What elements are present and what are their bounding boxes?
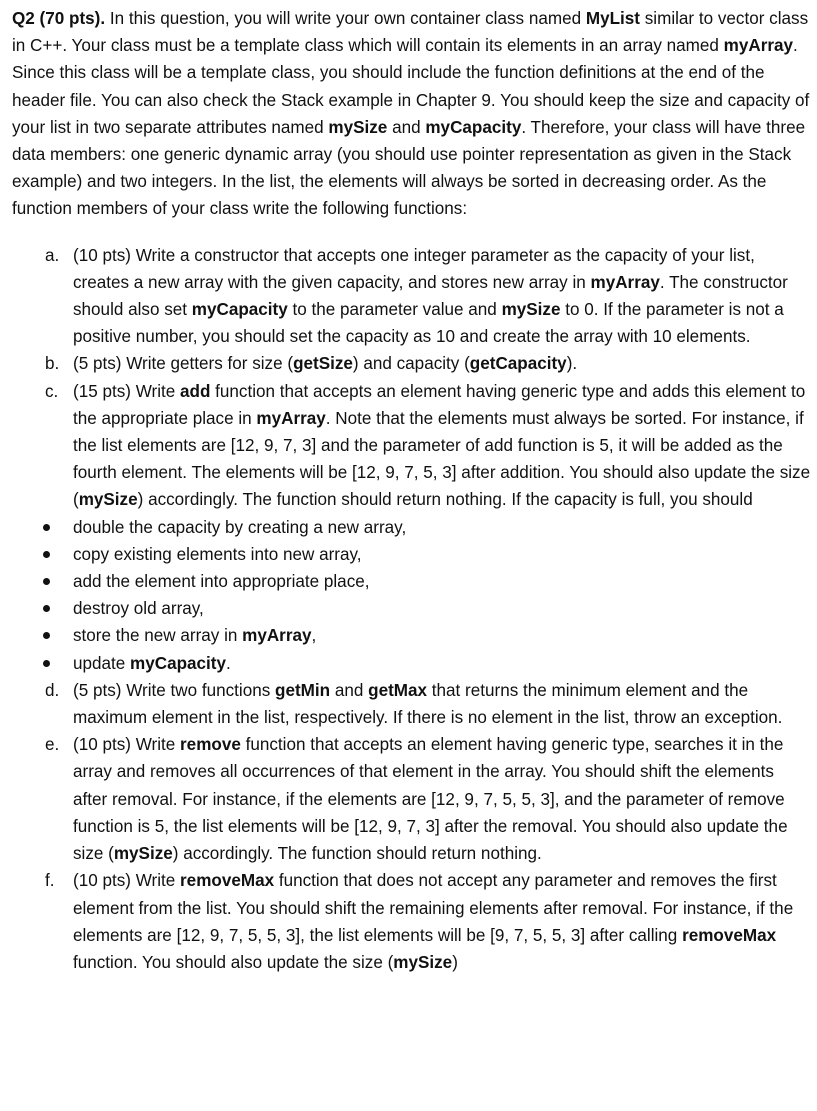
text-run: ) and capacity ( — [352, 354, 470, 374]
subquestion-marker: d. — [45, 680, 60, 700]
text-run: . The constructor should also set — [73, 272, 788, 320]
text-run: double the capacity by creating a new array, — [73, 517, 407, 537]
text-run: to 0. If the parameter is not a positive number, you should set the capacity as 10 and create the array with 10 elements. — [73, 300, 784, 347]
subquestion-text — [73, 242, 812, 351]
question-intro — [12, 5, 812, 223]
bold-term: getSize — [293, 354, 353, 374]
subquestion-marker: a. — [45, 245, 60, 265]
bold-term: myArray — [590, 272, 660, 292]
bullet-item — [12, 541, 812, 568]
text-run: function. You should also update the size ( — [73, 952, 394, 972]
bold-term: MyList — [585, 9, 640, 28]
bold-term: Q2 (70 pts). — [12, 9, 106, 28]
question-document — [12, 5, 812, 976]
bullet-list — [12, 514, 812, 677]
text-run: function that accepts an element having generic type, searches it in the array and removes all occurrences of that element in the array. You should shift the elements after removal. For instance, if the elements are [12, 9, 7, 5, 5, 3], and the parameter of remove function is 5, the list elements will be [12, 9, 7, 3] after the removal. You should also update the size ( — [73, 735, 788, 864]
subquestion-text — [73, 677, 812, 731]
subquestion-marker: c. — [45, 381, 59, 401]
text-run: In this question, you will write your own container class named — [105, 9, 586, 28]
bold-term: removeMax — [682, 925, 777, 945]
subquestion-marker: b. — [45, 354, 60, 374]
bullet-dot-icon — [43, 605, 50, 612]
bullet-dot-icon — [43, 524, 50, 531]
text-run: copy existing elements into new array, — [73, 544, 362, 564]
text-run: . Therefore, your class will have three data members: one generic dynamic array (you should use pointer representation as given in the Stack example) and two integers. In the list, the elements will always be sorted in decreasing order. As the function members of your class write the following functions: — [12, 117, 806, 219]
text-run: (15 pts) Write — [73, 381, 181, 401]
bold-term: myArray — [723, 36, 794, 56]
bold-term: mySize — [501, 300, 561, 320]
bold-term: mySize — [328, 117, 388, 137]
subquestion-list — [12, 242, 812, 976]
text-run: that returns the minimum element and the maximum element in the list, respectively. If there is no element in the list, throw an exception. — [73, 680, 783, 728]
bold-term: mySize — [393, 952, 453, 972]
subquestion-text — [73, 378, 812, 514]
text-run: destroy old array, — [73, 599, 204, 619]
subquestion-marker: e. — [45, 735, 60, 755]
bold-term: add — [180, 381, 211, 401]
bold-term: removeMax — [180, 871, 275, 891]
bullet-dot-icon — [43, 660, 50, 667]
text-run: and — [330, 680, 369, 700]
bold-term: myArray — [242, 626, 312, 646]
bullet-item — [12, 650, 812, 677]
bullet-dot-icon — [43, 551, 50, 558]
text-run: (5 pts) Write getters for size ( — [73, 354, 294, 374]
subquestion-item — [12, 242, 812, 351]
subquestion-item — [12, 350, 812, 377]
text-run: similar to vector class in C++. Your class must be a template class which will contain its elements in an array named — [12, 9, 809, 56]
text-run: ). — [566, 354, 578, 374]
bullet-item — [12, 568, 812, 595]
bullet-dot-icon — [43, 632, 50, 639]
text-run: to the parameter value and — [287, 300, 502, 320]
text-run: add the element into appropriate place, — [73, 572, 370, 592]
bold-term: getMin — [275, 680, 331, 700]
subquestion-item — [12, 867, 812, 976]
text-run: function that accepts an element having generic type and adds this element to the appropriate place in — [73, 381, 806, 428]
text-run: store the new array in — [73, 626, 243, 646]
bold-term: myCapacity — [191, 300, 288, 320]
text-run: function that does not accept any parameter and removes the first element from the list. You should shift the remaining elements after removal. For instance, if the elements are [12, 9, 7, 5, 5, 3], the list elements will be [9, 7, 5, 5, 3] after calling — [73, 871, 794, 945]
bold-term: remove — [180, 735, 241, 755]
text-run: (10 pts) Write — [73, 735, 181, 755]
text-run: , — [311, 626, 317, 646]
bullet-item — [12, 514, 812, 541]
bullet-dot-icon — [43, 578, 50, 585]
text-run: and — [387, 117, 426, 137]
subquestion-item — [12, 378, 812, 514]
subquestion-marker: f. — [45, 871, 55, 891]
bold-term: myCapacity — [130, 653, 227, 673]
text-run: ) accordingly. The function should return nothing. If the capacity is full, you should — [137, 490, 753, 510]
text-run: . Note that the elements must always be sorted. For instance, if the list elements are [12, 9, 7, 3] and the parameter of add function is 5, it will be added as the fourth element. The elements will be [12, 9, 7, 5, 3] after addition. You should also update the size ( — [73, 408, 811, 510]
bold-term: mySize — [78, 490, 138, 510]
bold-term: getCapacity — [469, 354, 567, 374]
text-run: (10 pts) Write a constructor that accepts one integer parameter as the capacity of your list, creates a new array with the given capacity, and stores new array in — [73, 245, 755, 292]
text-run: ) accordingly. The function should return nothing. — [172, 844, 542, 864]
subquestion-item — [12, 677, 812, 731]
bullet-item — [12, 622, 812, 649]
text-run: . — [226, 653, 231, 673]
bullet-item — [12, 595, 812, 622]
subquestion-text — [73, 867, 812, 976]
text-run: . Since this class will be a template class, you should include the function definitions at the end of the header file. You can also check the Stack example in Chapter 9. You should keep the size and capacity of your list in two separate attributes named — [12, 36, 810, 137]
bold-term: myArray — [256, 408, 326, 428]
bold-term: getMax — [368, 680, 428, 700]
subquestion-item — [12, 731, 812, 867]
subquestion-text — [73, 731, 812, 867]
text-run: update — [73, 653, 131, 673]
text-run: (5 pts) Write two functions — [73, 680, 276, 700]
text-run: (10 pts) Write — [73, 871, 181, 891]
text-run: ) — [452, 952, 458, 972]
bold-term: mySize — [113, 844, 173, 864]
subquestion-text — [73, 350, 812, 377]
bold-term: myCapacity — [425, 117, 522, 137]
